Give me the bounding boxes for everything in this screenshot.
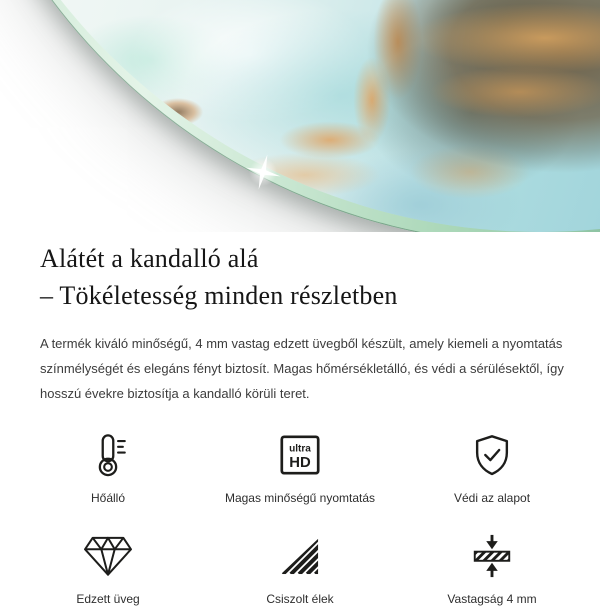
feature-label: Magas minőségű nyomtatás [224,491,376,505]
page-title [40,240,560,314]
feature-label: Csiszolt élek [266,592,334,606]
page-title-line-2: – Tökéletesség minden részletben [40,281,398,310]
polished-edges-icon [278,531,322,581]
thickness-4mm-icon [469,531,515,581]
feature-label: Edzett üveg [76,592,140,606]
diamond-icon [83,531,133,581]
shield-check-icon [469,430,515,480]
feature-label: Hőálló [90,491,126,505]
feature-tempered-glass [20,531,196,606]
ultra-hd-text-top: ultra [289,443,311,455]
page-title-line-1: Alátét a kandalló alá [40,244,259,273]
feature-heat-resistant [20,430,196,505]
thermometer-icon [85,430,131,480]
hero-product-image [0,0,600,232]
product-description-text: A termék kiváló minőségű, 4 mm vastag edzett üvegből készült, amely kiemeli a nyomtatás színmélységét és elegáns fényt biztosít. Magas hőmérsékletálló, és védi a sérülésektől, így hosszú évekre biztosítja a kandalló körüli teret. [40,336,564,401]
feature-ultra-hd-print [196,430,404,505]
product-description-section [0,240,600,406]
feature-label: Vastagság 4 mm [447,592,537,606]
feature-protects-base [404,430,580,505]
ultra-hd-icon [277,430,323,480]
feature-polished-edges [196,531,404,606]
ultra-hd-text-bottom: HD [289,454,311,471]
feature-thickness-4mm [404,531,580,606]
feature-grid [20,430,580,606]
feature-label: Védi az alapot [453,491,531,505]
